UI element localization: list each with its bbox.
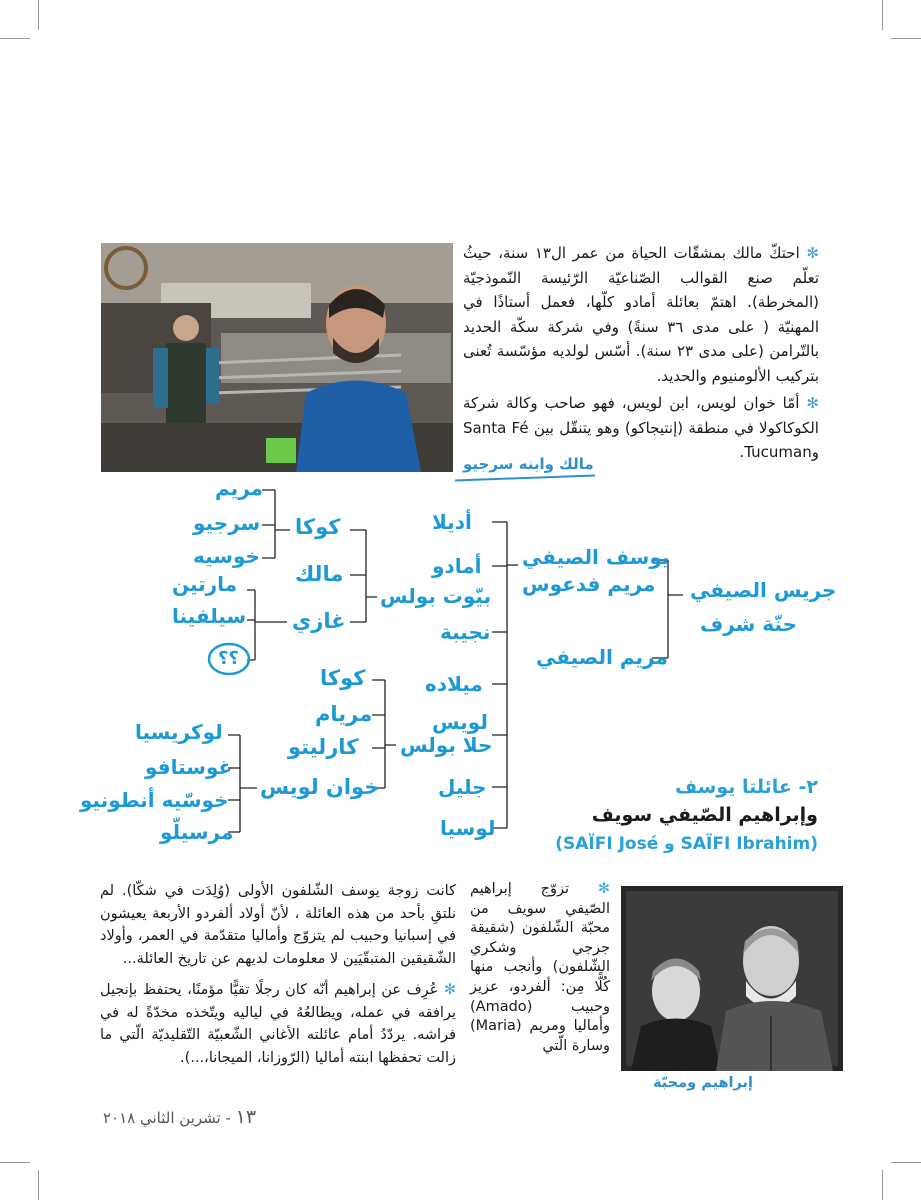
tree-gen2-item: حلا بولس [400, 733, 493, 757]
tree-gen3-item: غازي [292, 609, 346, 633]
tree-gen1-yousef: يوسف الصيفي [522, 545, 670, 569]
page-number: ١٣ [235, 1106, 257, 1128]
crop-mark [882, 0, 883, 30]
paragraph-first-wife-text: كانت زوجة يوسف الشّلفون الأولى (وُلِدَت في شكّا). لم نلتقِ بأحد من هذه العائلة ، لأنّ أولاد ألفردو الأربعة يعيشون في إسبانيا وحبيب لم يتزوّج وأماليا متقدّمة في العمر، وأولاد الشّقيقين المتبقّيَين لا معلومات لديهم عن تاريخ العائلة... [100, 883, 456, 967]
paragraph-ibrahim-marriage-text: تزوّج إبراهيم الصّيفي سويف من محبّة الشّلفون (شقيقة جرجي وشكري الشّلفون) وأنجب منها كُلًّا مِن: ألفردو، عزيز وحبيب (Amado) وأماليا ومريم (Maria) وسارة الّتي [470, 881, 610, 1054]
asterisk-icon: ✻ [443, 982, 456, 998]
tree-gen4-item: لوكريسيا [135, 720, 223, 744]
photo-ibrahim-and-mahabbeh [621, 886, 843, 1071]
paragraph-ibrahim-faith-text: عُرِف عن إبراهيم أنّه كان رجلًا تقيًّا مؤمنًا، يحتفظ بإنجيل يرافقه في عمله، ويطالعُهُ في لياليه ويتّخذه مخدّةً له في فراشه. يردّدُ أمام عائلته الأغاني الشّعبيّة التّقليديّة الّتي ما زالت تحفظها ابنته أماليا (الرّوزانا، الميجانا،...). [100, 982, 456, 1066]
paragraph-malek-text: احتكّ مالك بمشقّات الحياة من عمر ال١٣ سنة، حيثُ تعلّم صنع القوالب الصّناعيّة الرّئيسة النّموذجيّة (المخرطة). اهتمّ بعائلة أمادو كلّها، فعمل أستاذًا في المهنيّة ( على مدى ٣٦ سنةً) وفي شركة سكّة الحديد بالتّرامن (على مدى ٢٣ سنة). أسّس لولديه مؤسّسة تُعنى بتركيب الألومنيوم والحديد. [463, 244, 819, 385]
tree-gen3-item: مالك [295, 562, 344, 586]
crop-mark [882, 1170, 883, 1200]
tree-gen3-item: مريام [315, 702, 373, 726]
issue-date: - تشرين الثاني ٢٠١٨ [103, 1109, 231, 1127]
tree-gen2-item: نجيبة [440, 620, 491, 644]
tree-gen2-item: أديلا [432, 510, 472, 534]
asterisk-icon: ✻ [806, 244, 819, 262]
caption-underline [455, 475, 595, 482]
photo-caption: مالك وابنه سرجيو [463, 455, 594, 473]
crop-mark [891, 1162, 921, 1163]
tree-gen2-item: جليل [438, 775, 487, 799]
crop-mark [0, 38, 30, 39]
paragraph-ibrahim-marriage [470, 880, 610, 1056]
paragraph-malek [463, 241, 819, 388]
tree-gen4-item: غوستافو [145, 755, 233, 779]
tree-gen3-item: خوان لويس [260, 775, 380, 799]
photo-malek-and-sergio [101, 243, 453, 472]
asterisk-icon: ✻ [806, 394, 819, 412]
tree-gen3-item: كوكا [295, 515, 341, 539]
crop-mark [38, 0, 39, 30]
paragraph-first-wife [100, 880, 456, 970]
tree-gen2-item: لويس [432, 710, 488, 734]
page-footer [103, 1106, 256, 1128]
crop-mark [38, 1170, 39, 1200]
section-heading-line2: وإبراهيم الصّيفي سويف [591, 804, 818, 826]
tree-gen4-item: سيلفينا [172, 604, 247, 628]
tree-gen4-item: خوسيه [193, 544, 260, 568]
tree-gen4-item: خوسّيه أنطونيو [80, 788, 229, 812]
crop-mark [891, 38, 921, 39]
tree-gen2-item: أمادو [432, 554, 482, 578]
tree-gen4-item: سرجيو [193, 511, 261, 535]
tree-gen4-item: مرسيلّو [160, 820, 234, 844]
photo-caption: إبراهيم ومحبّة [653, 1075, 753, 1091]
portrait-photo-illustration [621, 886, 843, 1071]
tree-gen4-item: مريم [215, 476, 264, 500]
tree-root-father: جريس الصيفي [690, 578, 837, 602]
section-heading-latin: (SAÏFI José و SAÏFI Ibrahim) [555, 834, 818, 854]
asterisk-icon: ✻ [597, 881, 610, 897]
section-heading-line1: ٢- عائلتا يوسف [675, 776, 818, 798]
tree-gen2-item: ميلاده [425, 672, 483, 696]
paragraph-ibrahim-faith [100, 979, 456, 1069]
tree-root-mother: حنّة شرف [700, 612, 798, 636]
workshop-photo-illustration [101, 243, 453, 472]
paragraph-juan-luis [463, 391, 819, 465]
tree-gen2-item: لوسيا [440, 816, 496, 840]
paragraph-juan-luis-text: أمّا خوان لويس، ابن لويس، فهو صاحب وكالة شركة الكوكاكولا في منطقة (إنتيجاكو) وهو يتنقّل بين Santa Fé وTucuman. [463, 394, 819, 461]
tree-gen1-mariam-fadous: مريم فدعوس [522, 572, 656, 596]
tree-gen1-mariam-saifi: مريم الصيفي [536, 645, 668, 669]
tree-gen3-item: كارليتو [288, 735, 359, 759]
tree-gen2-item: بيّوت بولس [380, 584, 492, 608]
tree-gen4-item: مارتين [172, 572, 238, 596]
question-marks: ؟؟ [218, 648, 239, 669]
crop-mark [0, 1162, 30, 1163]
tree-gen3-item: كوكا [320, 666, 366, 690]
